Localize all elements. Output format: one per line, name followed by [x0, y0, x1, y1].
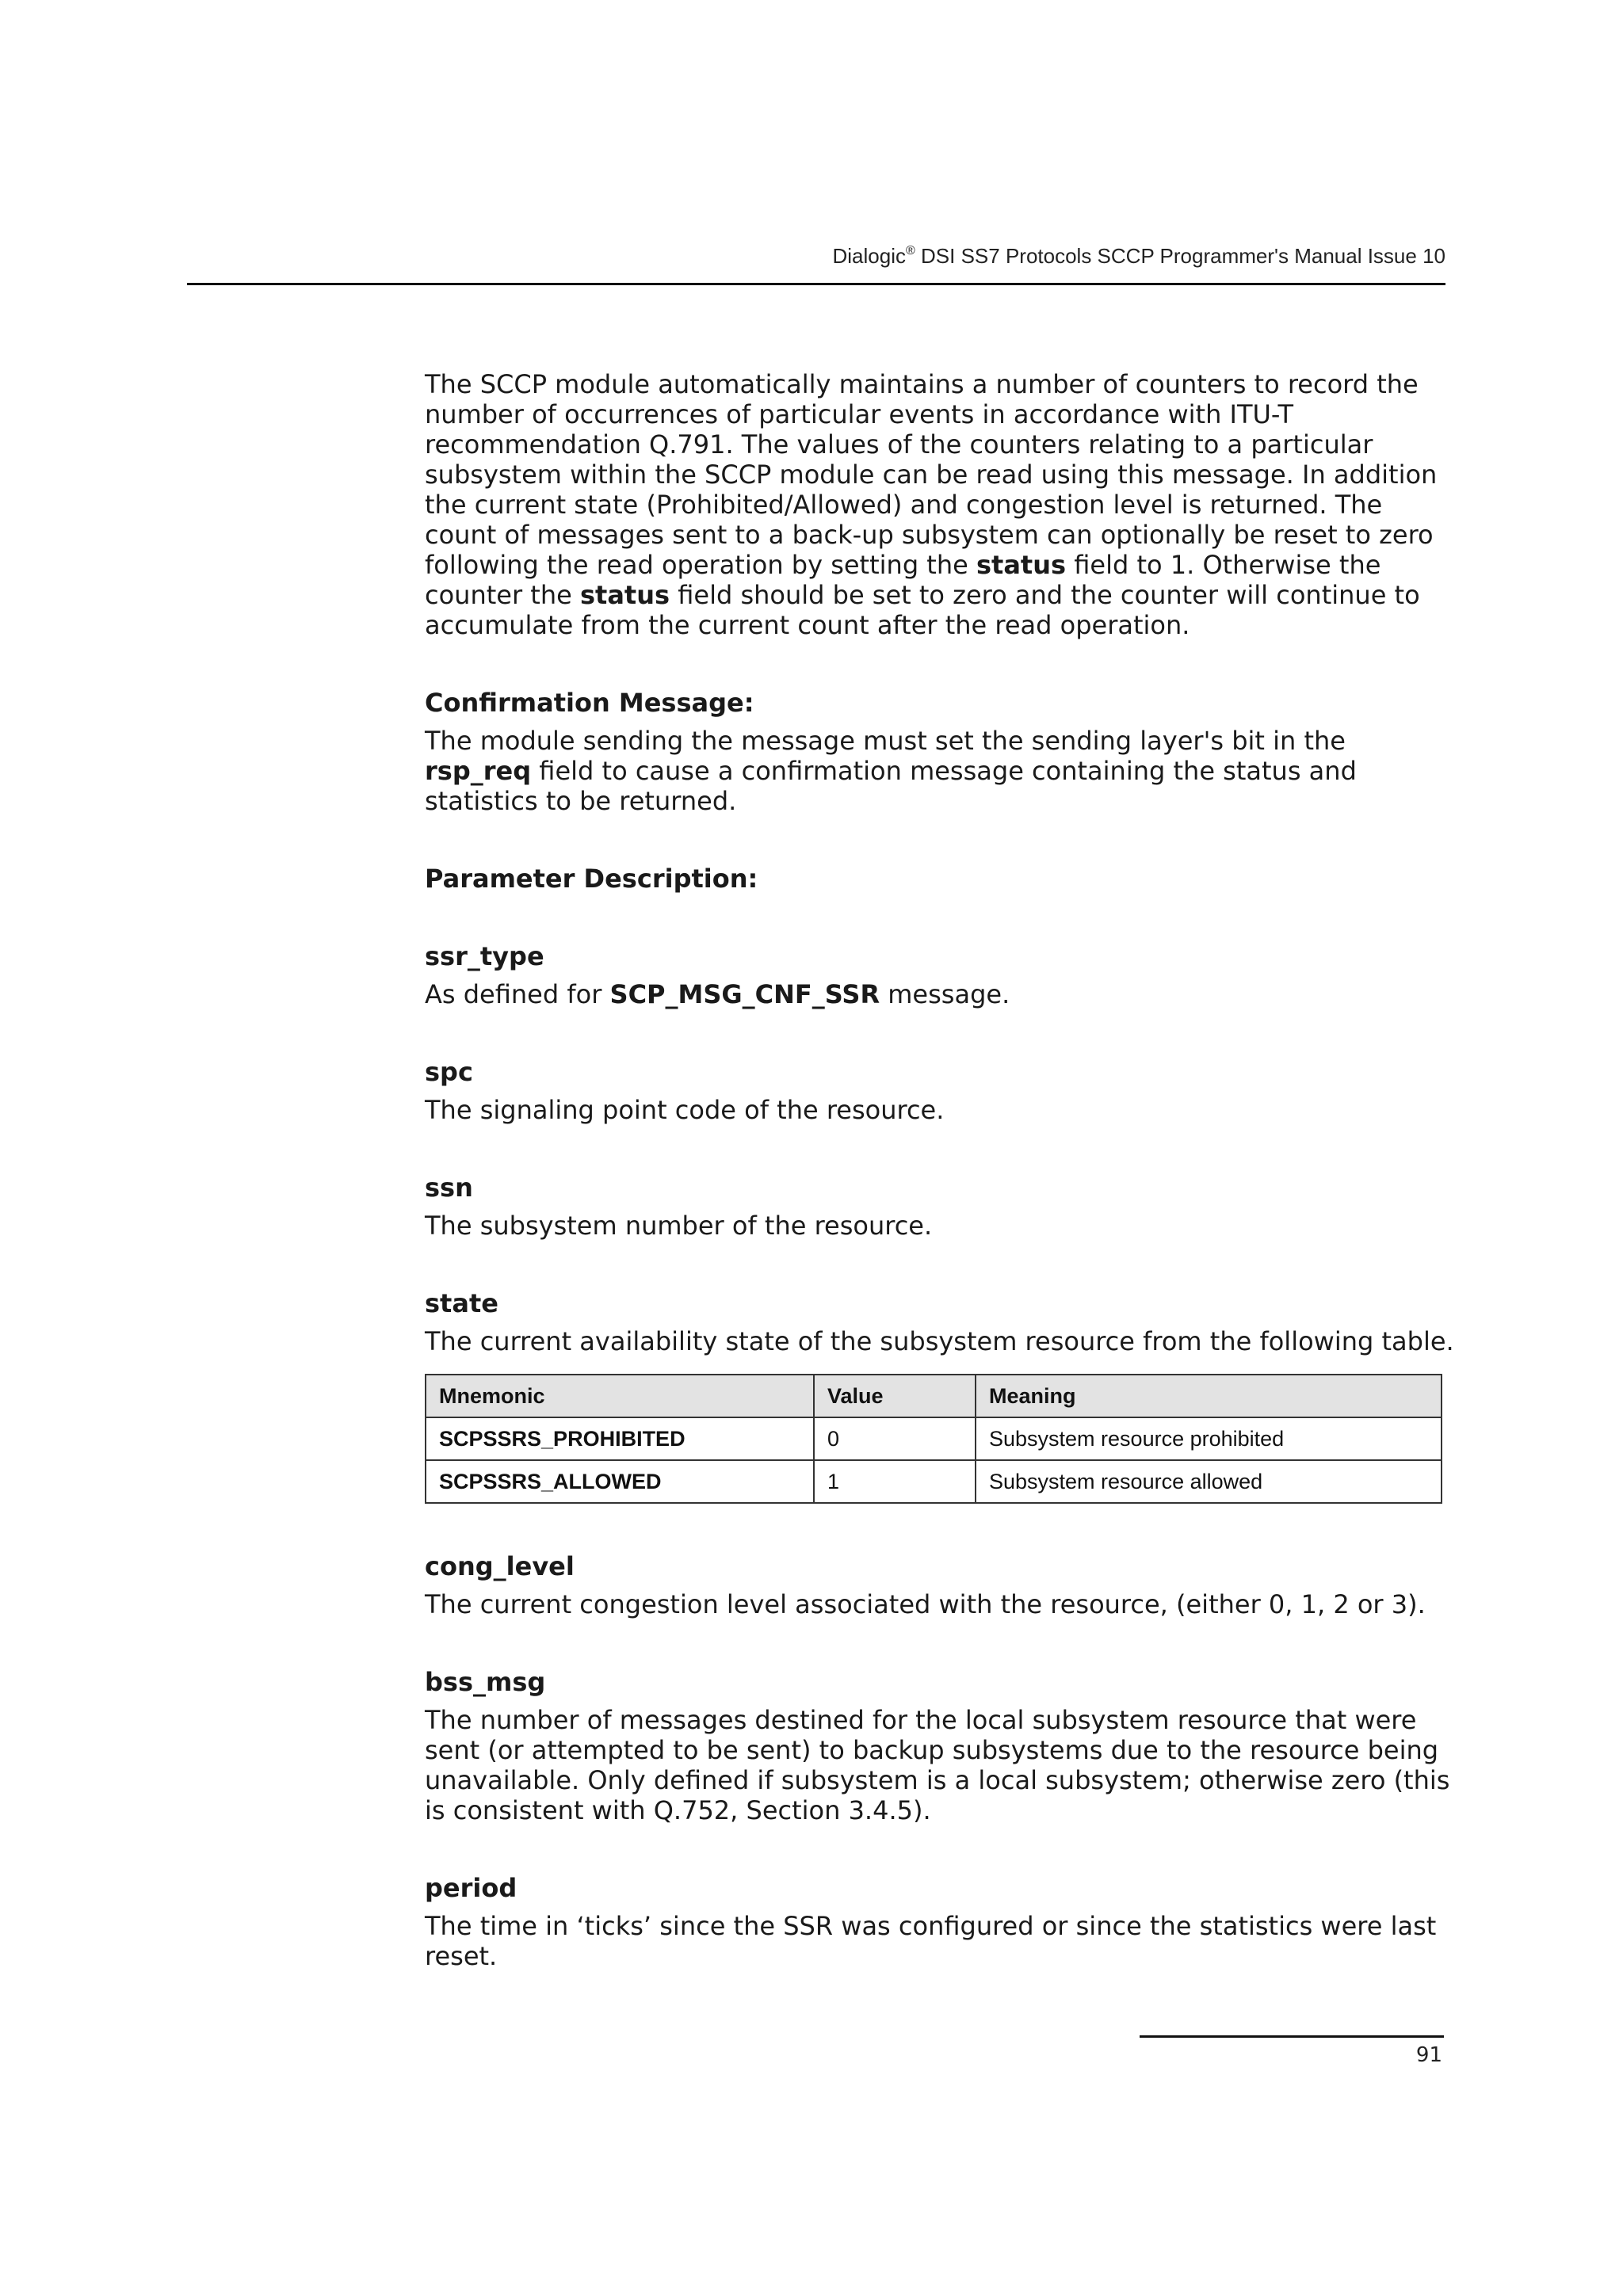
- parameter-description-section: [425, 864, 1455, 894]
- intro-status-field-1: status: [976, 550, 1067, 580]
- param-cong-level-name: cong_level: [425, 1551, 575, 1581]
- param-ssr-type-name: ssr_type: [425, 941, 544, 971]
- param-spc: [425, 1057, 1455, 1125]
- table-row: [426, 1417, 1442, 1460]
- param-spc-desc: The signaling point code of the resource.: [425, 1095, 945, 1125]
- param-ssn-name: ssn: [425, 1173, 473, 1203]
- parameter-description-heading: Parameter Description:: [425, 864, 758, 894]
- param-period-desc: The time in ‘ticks’ since the SSR was configured or since the statistics were last reset.: [425, 1911, 1437, 1971]
- confirmation-text-2: field to cause a confirmation message containing the status and statistics to be returned.: [425, 756, 1357, 816]
- intro-status-field-2: status: [579, 580, 670, 610]
- param-cong-level: [425, 1551, 1455, 1619]
- confirmation-text-1: The module sending the message must set the sending layer's bit in the: [425, 726, 1346, 756]
- param-period-name: period: [425, 1873, 517, 1903]
- meaning-cell: Subsystem resource prohibited: [976, 1417, 1442, 1460]
- param-period: [425, 1873, 1455, 1971]
- param-ssn-desc: The subsystem number of the resource.: [425, 1211, 933, 1241]
- mnemonic-cell: SCPSSRS_ALLOWED: [426, 1460, 814, 1503]
- confirmation-heading: Confirmation Message:: [425, 688, 754, 718]
- param-spc-name: spc: [425, 1057, 473, 1087]
- param-bss-msg-desc: The number of messages destined for the local subsystem resource that were sent (or attempted to be sent) to backup subsystems due to the resource being unavailable. Only defined if subsystem is a local subsystem; otherwise zero (this is consistent with Q.752, Section 3.4.5).: [425, 1705, 1450, 1825]
- confirmation-section: [425, 688, 1455, 816]
- param-state-desc: The current availability state of the subsystem resource from the following table.: [425, 1326, 1454, 1356]
- param-ssr-type-desc: [425, 979, 1455, 1009]
- running-header: [833, 244, 1446, 269]
- param-cong-level-desc: The current congestion level associated with the resource, (either 0, 1, 2 or 3).: [425, 1589, 1426, 1619]
- intro-paragraph: [425, 369, 1455, 640]
- confirmation-rsp-req: rsp_req: [425, 756, 532, 786]
- param-bss-msg: [425, 1667, 1455, 1825]
- value-cell: 0: [814, 1417, 976, 1460]
- ssr-type-message-name: SCP_MSG_CNF_SSR: [609, 979, 880, 1009]
- page-number: 91: [1415, 2043, 1442, 2067]
- param-ssr-type: [425, 941, 1455, 1009]
- confirmation-paragraph: [425, 726, 1455, 816]
- state-table-header-row: [426, 1375, 1442, 1417]
- param-ssn: [425, 1173, 1455, 1241]
- ssr-type-text-2: message.: [880, 979, 1010, 1009]
- registered-mark: ®: [906, 244, 915, 257]
- column-header-value: Value: [814, 1375, 976, 1417]
- param-state: [425, 1288, 1455, 1504]
- ssr-type-text-1: As defined for: [425, 979, 610, 1009]
- table-row: [426, 1460, 1442, 1503]
- header-title: DSI SS7 Protocols SCCP Programmer's Manual Issue 10: [915, 244, 1445, 268]
- footer-rule: [1140, 2035, 1444, 2038]
- column-header-mnemonic: Mnemonic: [426, 1375, 814, 1417]
- state-table: [425, 1374, 1442, 1504]
- value-cell: 1: [814, 1460, 976, 1503]
- intro-text-3: field should be set to zero and the counter will continue to accumulate from the current count after the read operation.: [425, 580, 1420, 640]
- page-content: [425, 369, 1455, 1971]
- header-brand: Dialogic: [832, 244, 906, 268]
- param-bss-msg-name: bss_msg: [425, 1667, 546, 1697]
- mnemonic-cell: SCPSSRS_PROHIBITED: [426, 1417, 814, 1460]
- header-rule: [187, 283, 1445, 285]
- column-header-meaning: Meaning: [976, 1375, 1442, 1417]
- param-state-name: state: [425, 1288, 498, 1318]
- intro-text-1: The SCCP module automatically maintains a number of counters to record the number of occurrences of particular events in accordance with ITU-T recommendation Q.791. The values of the counters relating to a particular subsystem within the SCCP module can be read using this message. In addition the current state (Prohibited/Allowed) and congestion level is returned. The count of messages sent to a back-up subsystem can optionally be reset to zero following the read operation by setting the: [425, 369, 1438, 580]
- intro-text-2: field to 1. Otherwise the counter the: [425, 550, 1381, 610]
- meaning-cell: Subsystem resource allowed: [976, 1460, 1442, 1503]
